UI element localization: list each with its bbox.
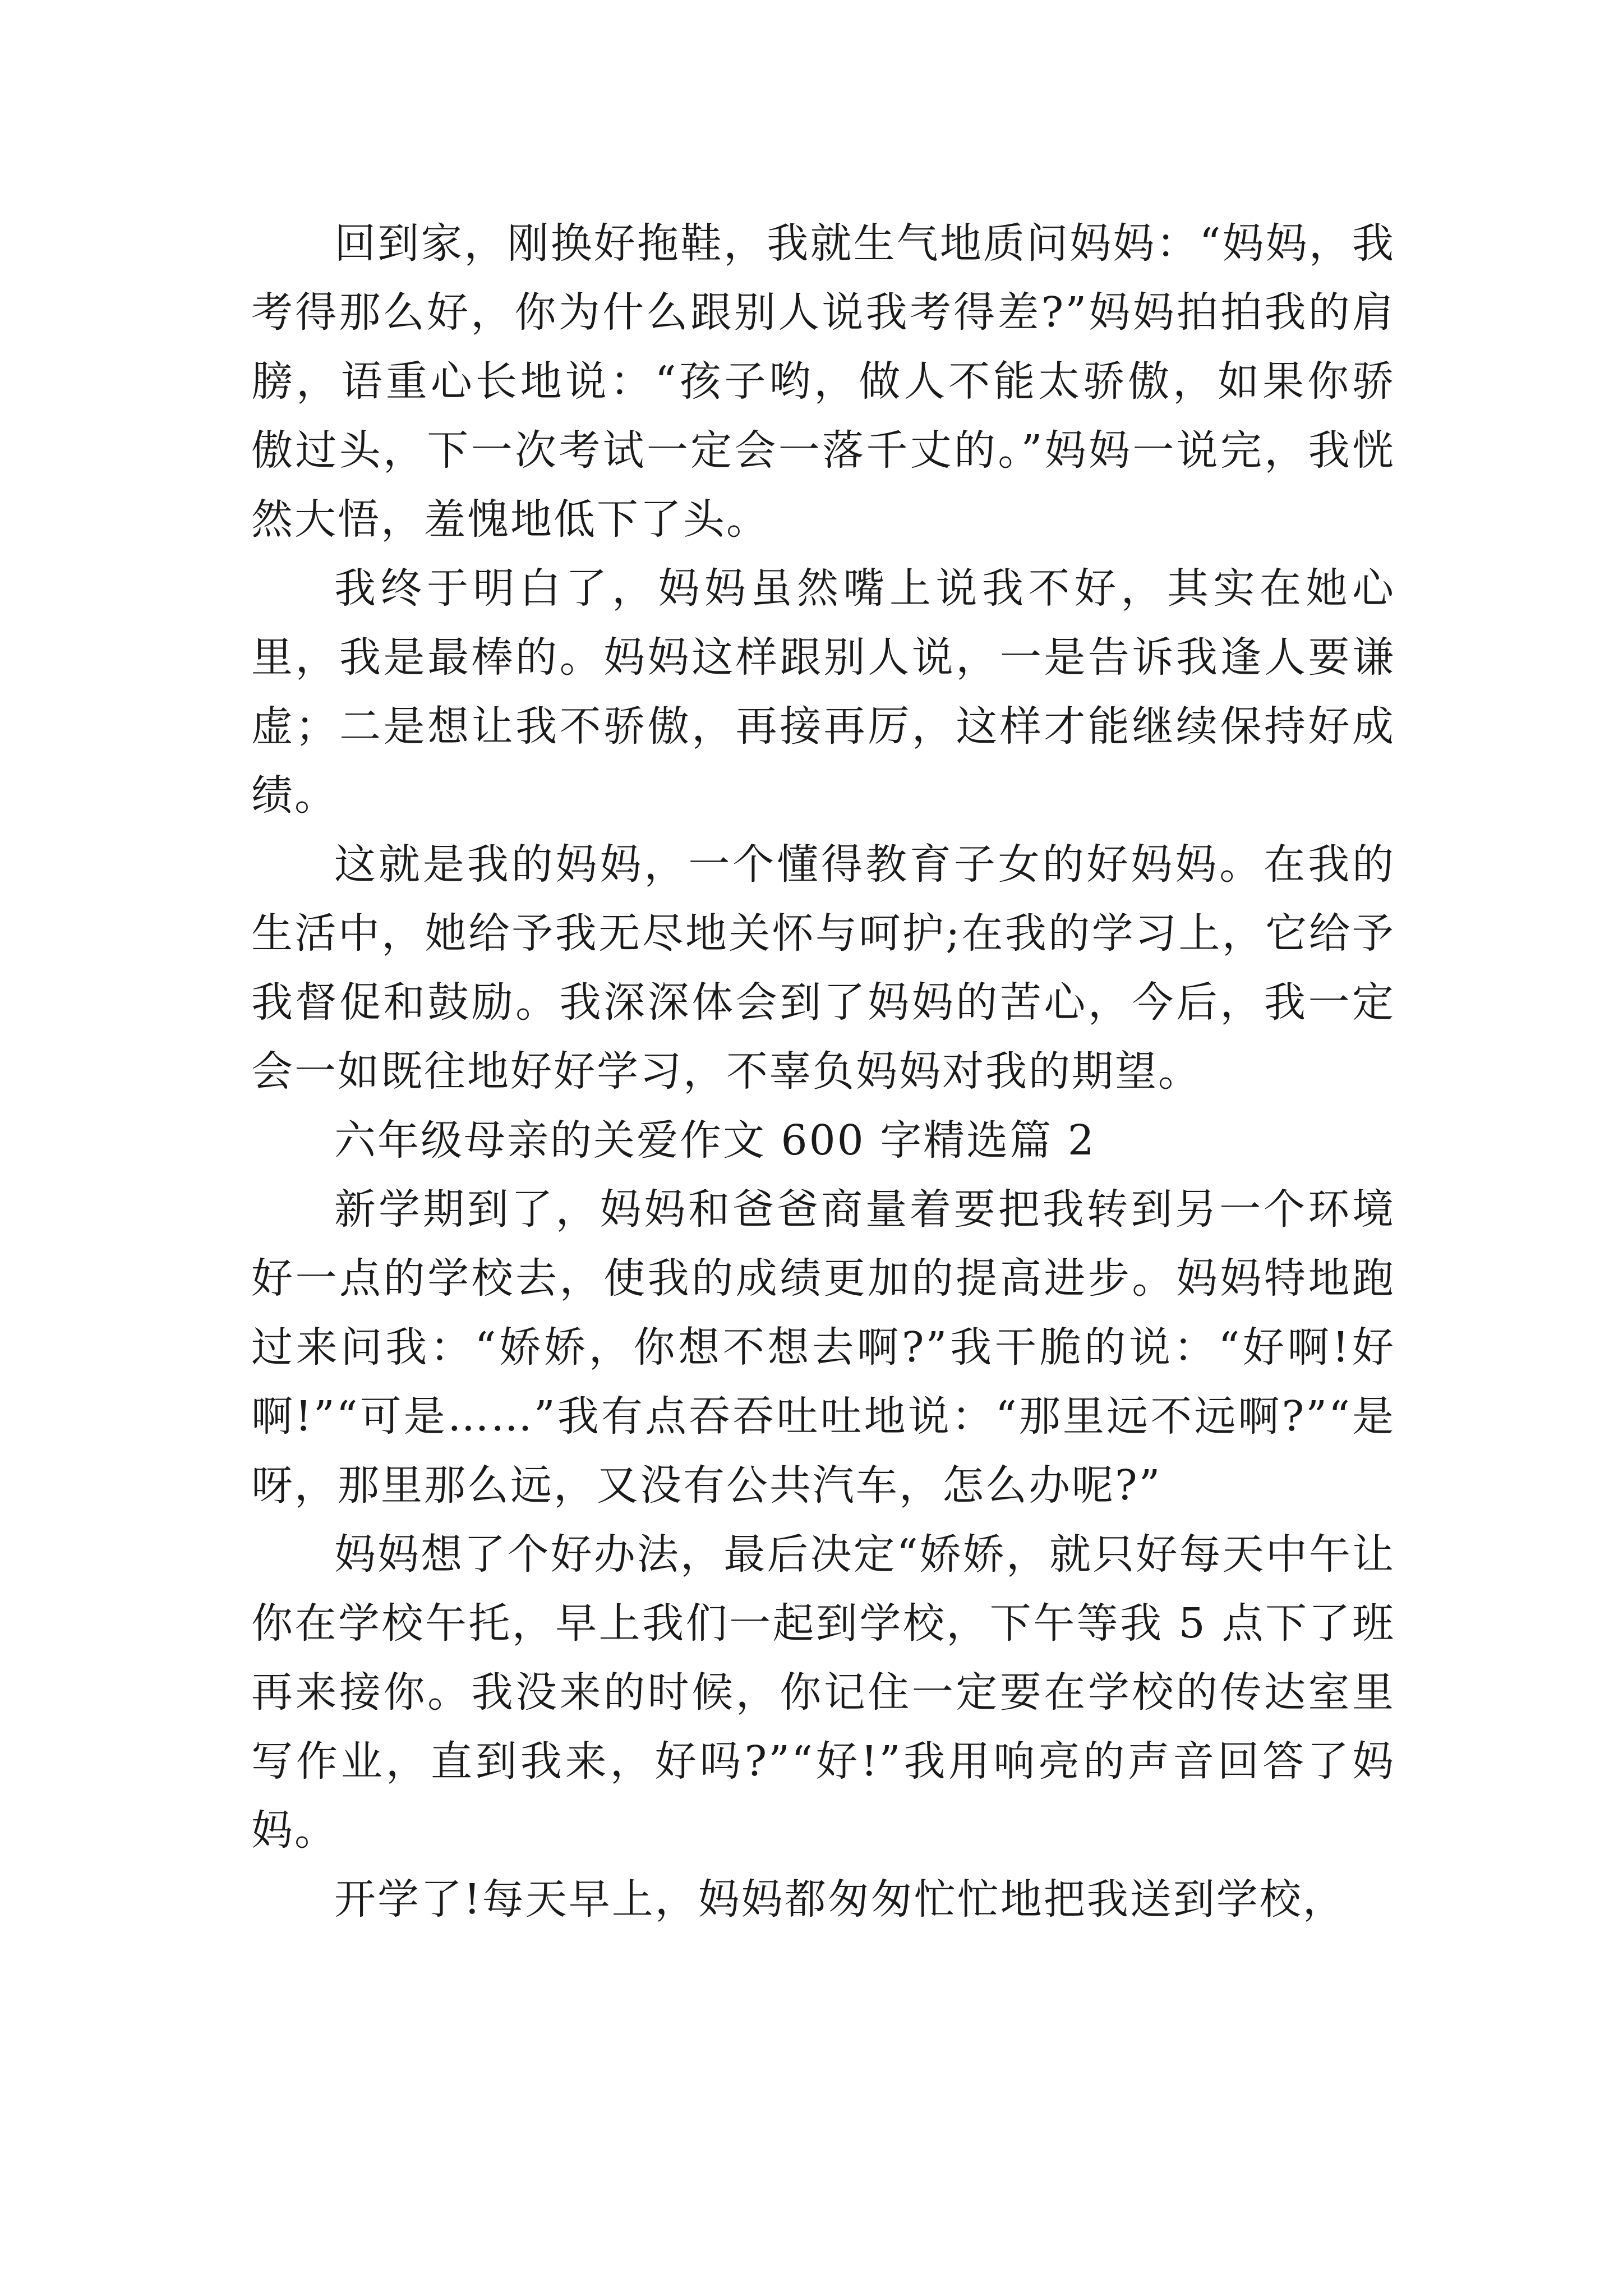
paragraph: 这就是我的妈妈，一个懂得教育子女的好妈妈。在我的生活中，她给予我无尽地关怀与呵护;在我的学习上，它给予我督促和鼓励。我深深体会到了妈妈的苦心，今后，我一定会一如既往地好好学习，不辜负妈妈对我的期望。 xyxy=(251,840,1395,1096)
paragraph: 新学期到了，妈妈和爸爸商量着要把我转到另一个环境好一点的学校去，使我的成绩更加的提高进步。妈妈特地跑过来问我：“娇娇，你想不想去啊?”我干脆的说：“好啊!好啊!”“可是……”我有点吞吞吐吐地说：“那里远不远啊?”“是呀，那里那么远，又没有公共汽车，怎么办呢?” xyxy=(251,1185,1395,1510)
paragraph: 妈妈想了个好办法，最后决定“娇娇，就只好每天中午让你在学校午托，早上我们一起到学校，下午等我 5 点下了班再来接你。我没来的时候，你记住一定要在学校的传达室里写作业，直到我来，好吗?”“好!”我用响亮的声音回答了妈妈。 xyxy=(251,1530,1395,1855)
paragraph: 我终于明白了，妈妈虽然嘴上说我不好，其实在她心里，我是最棒的。妈妈这样跟别人说，一是告诉我逢人要谦虚；二是想让我不骄傲，再接再厉，这样才能继续保持好成绩。 xyxy=(251,564,1395,820)
section-heading: 六年级母亲的关爱作文 600 字精选篇 2 xyxy=(334,1116,1096,1165)
document-body xyxy=(251,209,1395,1934)
paragraph: 开学了!每天早上，妈妈都匆匆忙忙地把我送到学校， xyxy=(334,1875,1346,1924)
paragraph: 回到家，刚换好拖鞋，我就生气地质问妈妈：“妈妈，我考得那么好，你为什么跟别人说我考得差?”妈妈拍拍我的肩膀，语重心长地说：“孩子哟，做人不能太骄傲，如果你骄傲过头，下一次考试一定会一落千丈的。”妈妈一说完，我恍然大悟，羞愧地低下了头。 xyxy=(251,219,1395,544)
